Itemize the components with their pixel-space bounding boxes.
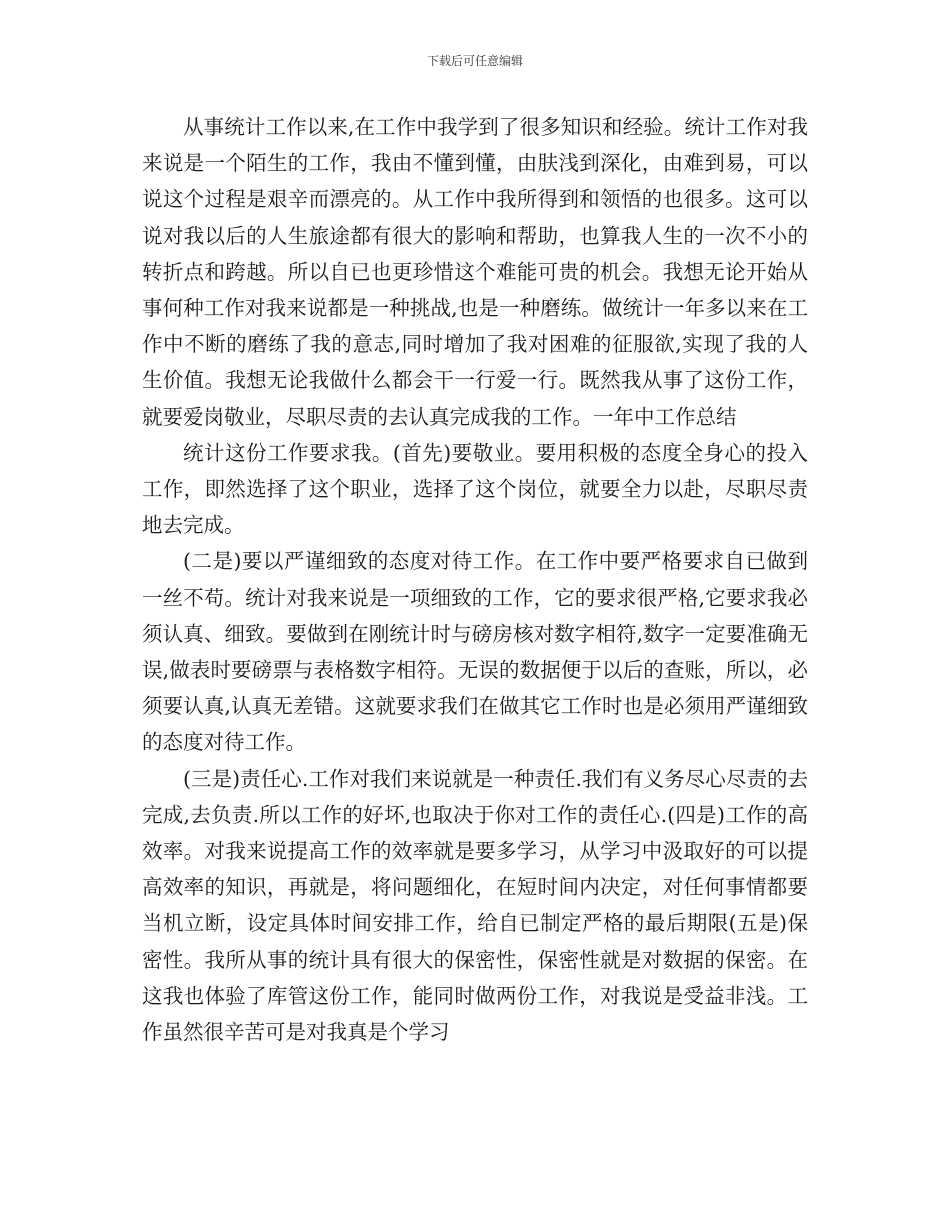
paragraph-dedication: 统计这份工作要求我。(首先)要敬业。要用积极的态度全身心的投入工作，即然选择了这个职业，选择了这个岗位，就要全力以赴，尽职尽责地去完成。	[142, 440, 808, 538]
document-body	[142, 109, 808, 1050]
paragraph-responsibility: (三是)责任心.工作对我们来说就是一种责任.我们有义务尽心尽责的去完成,去负责.所以工作的好坏,也取决于你对工作的责任心.(四是)工作的高效率。对我来说提高工作的效率就是要多学习，从学习中汲取好的可以提高效率的知识，再就是，将问题细化，在短时间内决定，对任何事情都要当机立断，设定具体时间安排工作，给自已制定严格的最后期限(五是)保密性。我所从事的统计具有很大的保密性，保密性就是对数据的保密。在这我也体验了库管这份工作，能同时做两份工作，对我说是受益非浅。工作虽然很辛苦可是对我真是个学习	[142, 766, 808, 1045]
paragraph-rigor: (二是)要以严谨细致的态度对待工作。在工作中要严格要求自已做到一丝不苟。统计对我来说是一项细致的工作，它的要求很严格,它要求我必须认真、细致。要做到在刚统计时与磅房核对数字相符,数字一定要准确无误,做表时要磅票与表格数字相符。无误的数据便于以后的查账，所以，必须要认真,认真无差错。这就要求我们在做其它工作时也是必须用严谨细致的态度对待工作。	[142, 549, 808, 755]
paragraph-intro: 从事统计工作以来,在工作中我学到了很多知识和经验。统计工作对我来说是一个陌生的工作，我由不懂到懂，由肤浅到深化，由难到易，可以说这个过程是艰辛而漂亮的。从工作中我所得到和领悟的也很多。这可以说对我以后的人生旅途都有很大的影响和帮助，也算我人生的一次不小的转折点和跨越。所以自已也更珍惜这个难能可贵的机会。我想无论开始从事何种工作对我来说都是一种挑战,也是一种磨练。做统计一年多以来在工作中不断的磨练了我的意志,同时增加了我对困难的征服欲,实现了我的人生价值。我想无论我做什么都会干一行爱一行。既然我从事了这份工作，就要爱岗敬业，尽职尽责的去认真完成我的工作。一年中工作总结	[142, 115, 808, 429]
page-header: 下载后可任意编辑	[426, 54, 523, 68]
